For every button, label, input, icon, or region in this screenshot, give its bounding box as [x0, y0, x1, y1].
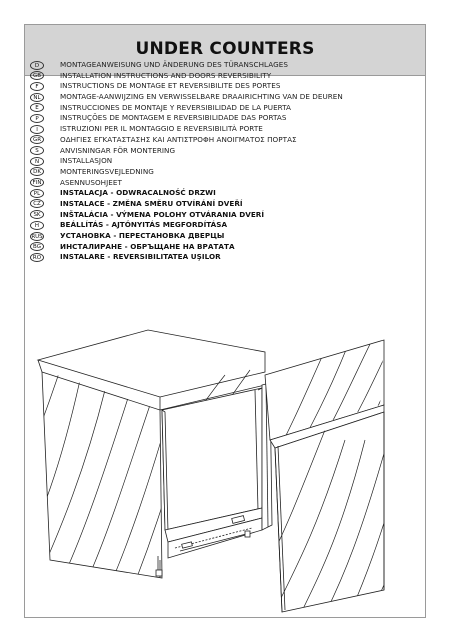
language-title: MONTERINGSVEJLEDNING	[60, 166, 154, 176]
language-title: УСТАНОВКА - ПЕРЕСТАНОВКА ДВЕРЦЫ	[60, 231, 225, 240]
language-code-badge: NL	[30, 93, 44, 102]
language-title: ISTRUZIONI PER IL MONTAGGIO E REVERSIBILITÀ PORTE	[60, 124, 263, 134]
language-title: INSTALLASJON	[60, 156, 113, 166]
language-code-badge: RUS	[31, 233, 43, 240]
language-title: INSTRUCCIONES DE MONTAJE Y REVERSIBILIDAD DE LA PUERTA	[60, 102, 292, 112]
language-title: INSTRUÇÕES DE MONTAGEM E REVERSIBILIDADE DAS PORTAS	[60, 113, 287, 123]
left-cabinet	[0, 370, 185, 595]
language-code-badge: DK	[30, 167, 44, 176]
language-title: ΟΔΗΓΙΕΣ ΕΓΚΑΤΑΣΤΑΣΗΣ ΚΑΙ ΑΝΤΙΣΤΡΟΦΗ ΑΝΟΙΓΜΑΤΟΣ ΠΟΡΤΑΣ	[60, 134, 297, 144]
language-code-badge: D	[30, 61, 44, 70]
language-title: ASENNUSOHJEET	[60, 177, 122, 187]
language-title: MONTAGE-AANWIJZING EN VERWISSELBARE DRAAIRICHTING VAN DE DEUREN	[60, 92, 343, 102]
page-title: UNDER COUNTERS	[135, 39, 315, 59]
language-code-badge: H	[30, 221, 44, 230]
language-code-badge: FIN	[30, 178, 44, 187]
language-code-badge: SK	[30, 210, 44, 219]
language-title: ANVISNINGAR FÖR MONTERING	[60, 145, 176, 155]
language-code-badge: BG	[30, 242, 44, 251]
language-title: INSTALARE - REVERSIBILITATEA UŞILOR	[60, 252, 221, 262]
language-title: BEÁLLÍTÁS - AJTÓNYITÁS MEGFORDÍTÁSA	[60, 220, 228, 230]
language-title: INSTRUCTIONS DE MONTAGE ET REVERSIBILITE DES PORTES	[60, 81, 281, 91]
language-code-badge: PL	[30, 189, 44, 198]
language-code-badge: P	[30, 114, 44, 123]
language-title: INSTALLATION INSTRUCTIONS AND DOORS REVERSIBILITY	[60, 70, 272, 80]
language-title: ИНСТАЛИРАНЕ - ОБРЪЩАНЕ НА ВРАТАТА	[60, 241, 235, 251]
language-title: MONTAGEANWEISUNG UND ÄNDERUNG DES TÜRANSCHLAGES	[60, 60, 288, 69]
language-code-badge: S	[30, 146, 44, 155]
language-code-badge: N	[30, 157, 44, 166]
language-title: INSTALACE - ZMĚNA SMĚRU OTVÍRÁNÍ DVEŘÍ	[60, 198, 243, 208]
language-code-badge: CZ	[30, 199, 44, 208]
language-code-badge: GR	[30, 135, 44, 144]
appliance-door	[162, 388, 262, 532]
language-code-badge: GB	[30, 71, 44, 80]
language-code-badge: F	[30, 82, 44, 91]
right-cabinet	[265, 330, 410, 625]
language-code-badge: RO	[30, 253, 44, 262]
language-title: INŠTALÁCIA - VÝMENA POLOHY OTVÁRANIA DVERÍ	[60, 209, 265, 219]
language-code-badge: I	[30, 125, 44, 134]
language-title: INSTALACJA - ODWRACALNOŚĆ DRZWI	[60, 188, 216, 198]
language-code-badge: E	[30, 103, 44, 112]
